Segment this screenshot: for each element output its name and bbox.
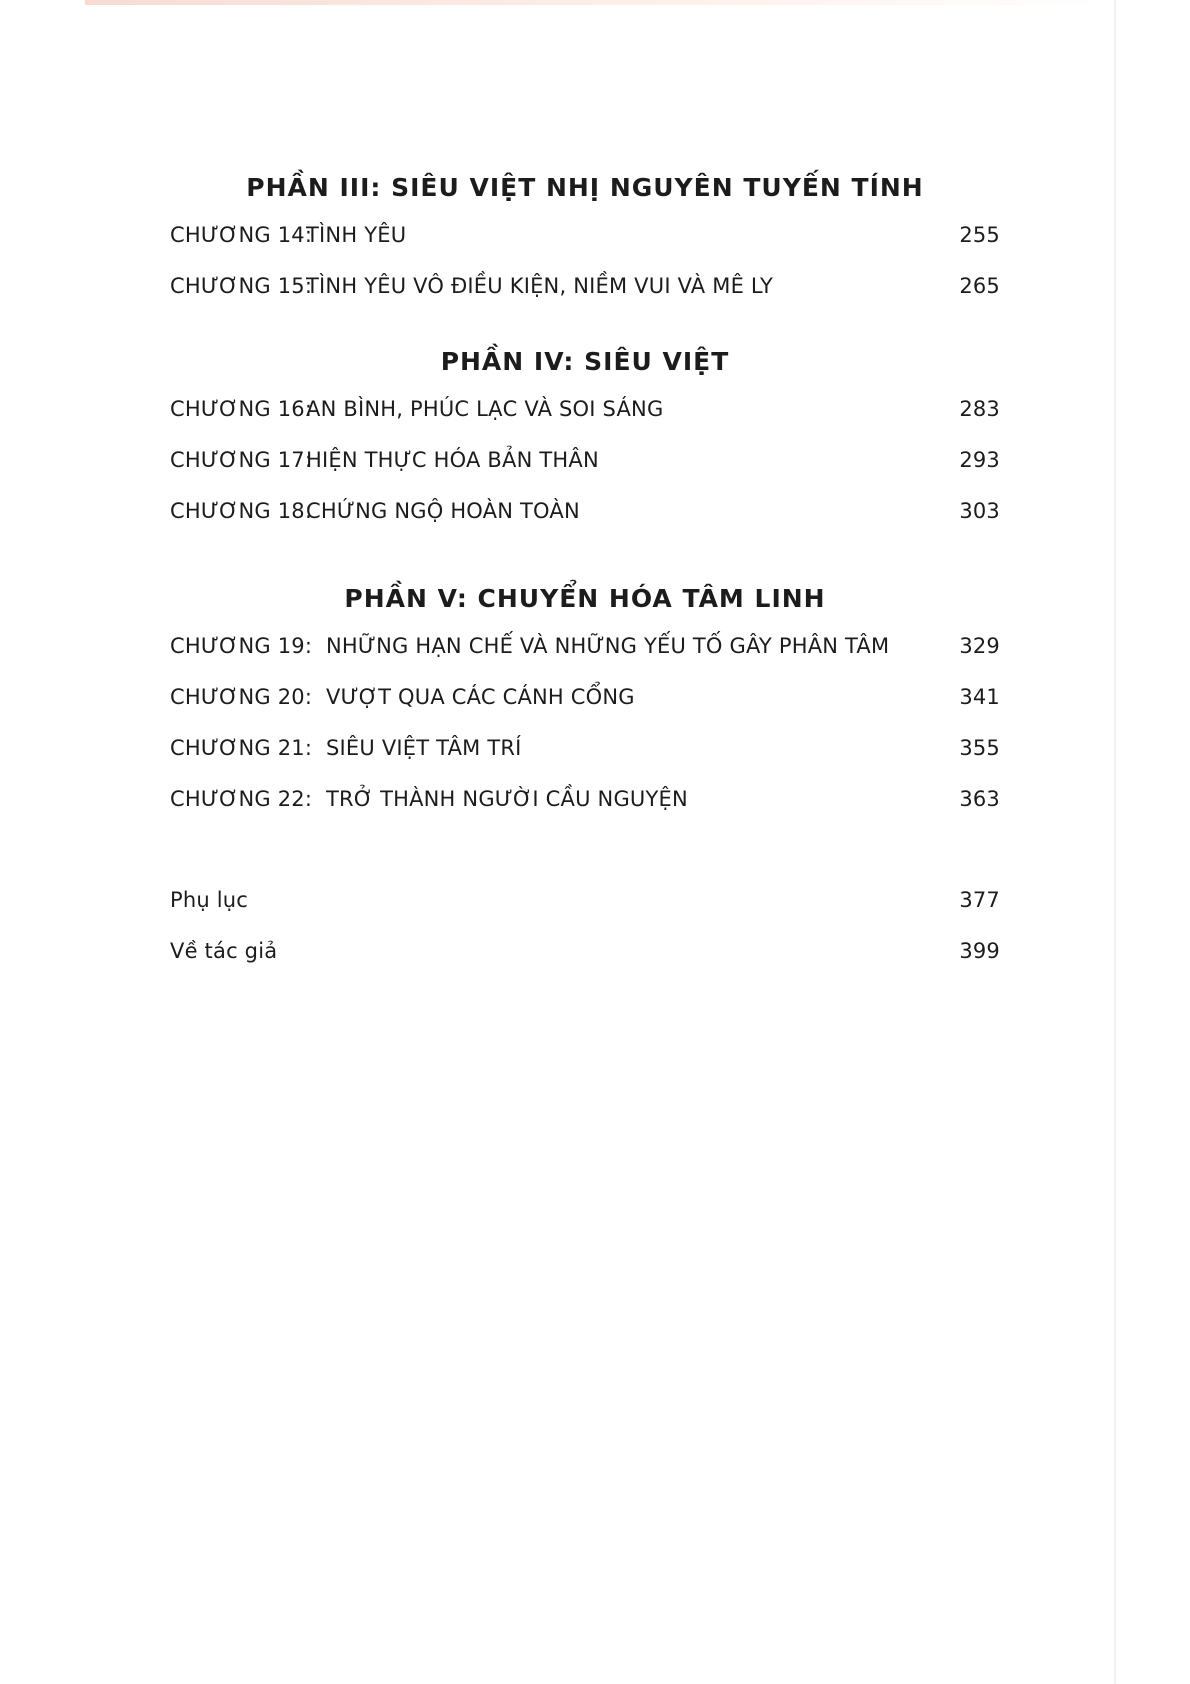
chapter-title: NHỮNG HẠN CHẾ VÀ NHỮNG YẾU TỐ GÂY PHÂN TÂM <box>326 634 890 658</box>
chapter-number: CHƯƠNG 16: <box>170 397 313 421</box>
chapter-number: CHƯƠNG 21: <box>170 736 313 760</box>
chapter-title: TRỞ THÀNH NGƯỜI CẦU NGUYỆN <box>326 787 688 811</box>
toc-entry[interactable] <box>170 486 1000 537</box>
toc-entry[interactable] <box>170 672 1000 723</box>
chapter-number: CHƯƠNG 22: <box>170 787 313 811</box>
page-number: 355 <box>959 736 1000 760</box>
section-part-3 <box>170 170 1000 312</box>
page-number: 303 <box>959 499 1000 523</box>
back-matter-title: Về tác giả <box>170 939 278 963</box>
section-part-5 <box>170 581 1000 825</box>
toc-entry[interactable] <box>170 384 1000 435</box>
chapter-title: AN BÌNH, PHÚC LẠC VÀ SOI SÁNG <box>306 397 664 421</box>
section-heading: PHẦN III: SIÊU VIỆT NHỊ NGUYÊN TUYẾN TÍNH <box>246 173 924 202</box>
toc-list <box>170 621 1000 825</box>
toc-list <box>170 875 1000 977</box>
page-right-edge <box>1114 0 1116 1684</box>
toc-entry[interactable] <box>170 621 1000 672</box>
toc-entry[interactable] <box>170 875 1000 926</box>
page-number: 329 <box>959 634 1000 658</box>
toc-entry[interactable] <box>170 723 1000 774</box>
section-heading: PHẦN IV: SIÊU VIỆT <box>440 347 730 376</box>
page-number: 255 <box>959 223 1000 247</box>
page-number: 283 <box>959 397 1000 421</box>
toc-entry[interactable] <box>170 210 1000 261</box>
chapter-number: CHƯƠNG 17: <box>170 448 313 472</box>
chapter-title: HIỆN THỰC HÓA BẢN THÂN <box>306 448 599 472</box>
toc-entry[interactable] <box>170 926 1000 977</box>
chapter-title: TÌNH YÊU VÔ ĐIỀU KIỆN, NIỀM VUI VÀ MÊ LY <box>306 274 774 298</box>
chapter-title: SIÊU VIỆT TÂM TRÍ <box>326 736 522 760</box>
table-of-contents <box>170 170 1000 977</box>
chapter-number: CHƯƠNG 15: <box>170 274 313 298</box>
chapter-number: CHƯƠNG 20: <box>170 685 313 709</box>
toc-list <box>170 210 1000 312</box>
toc-list <box>170 384 1000 537</box>
back-matter <box>170 875 1000 977</box>
chapter-title: TÌNH YÊU <box>306 223 407 247</box>
section-part-4 <box>170 344 1000 537</box>
page-number: 377 <box>959 888 1000 912</box>
chapter-number: CHƯƠNG 18: <box>170 499 313 523</box>
page-number: 293 <box>959 448 1000 472</box>
chapter-title: CHỨNG NGỘ HOÀN TOÀN <box>306 499 580 523</box>
page-number: 399 <box>959 939 1000 963</box>
chapter-number: CHƯƠNG 14: <box>170 223 313 247</box>
toc-entry[interactable] <box>170 435 1000 486</box>
page-number: 363 <box>959 787 1000 811</box>
section-heading: PHẦN V: CHUYỂN HÓA TÂM LINH <box>344 584 826 613</box>
page-number: 265 <box>959 274 1000 298</box>
page-number: 341 <box>959 685 1000 709</box>
toc-entry[interactable] <box>170 261 1000 312</box>
toc-entry[interactable] <box>170 774 1000 825</box>
page-top-edge <box>85 0 1105 5</box>
chapter-title: VƯỢT QUA CÁC CÁNH CỔNG <box>326 685 635 709</box>
chapter-number: CHƯƠNG 19: <box>170 634 313 658</box>
back-matter-title: Phụ lục <box>170 888 249 912</box>
